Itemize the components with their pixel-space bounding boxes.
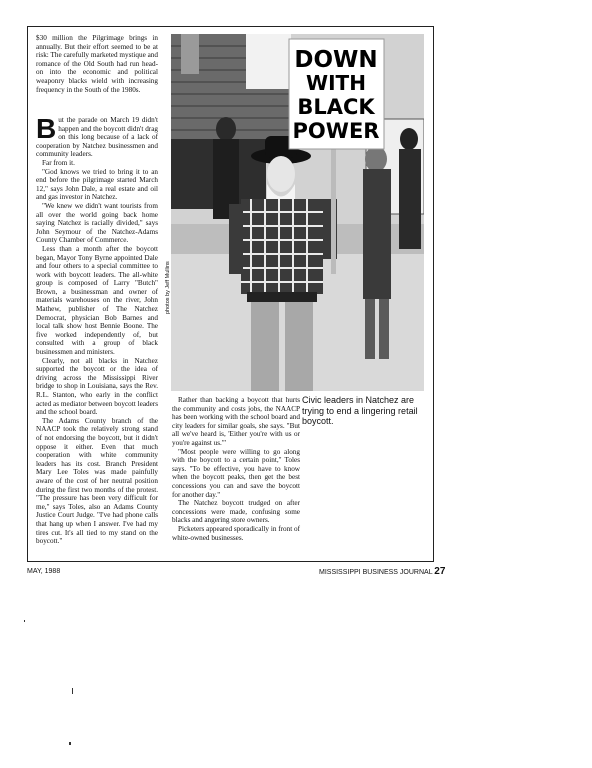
paragraph: The Adams County branch of the NAACP took the relatively strong stand of not endorsing the boycott, but it didn't oppose it either. Even that much cooperation with white community leaders has its cost. Branch President Mary Lee Toles was made painfully aware of the cost of her neutral position during the first two months of the protest. "The pressure has been very difficult for me," says Toles, also an Adams County Justice Court Judge. "I've had phone calls that hang up when I answer. I've had my tires cut. It's all tied to my stand on the boycott." bbox=[36, 416, 158, 546]
protest-photo bbox=[171, 34, 424, 391]
left-column bbox=[36, 113, 158, 546]
paragraph: "Most people were willing to go along with the boycott to a certain point," Toles says. "To be effective, you have to know when the boycott peaks, then get the best concessions you can and save the boycott for another day." bbox=[172, 447, 300, 499]
photo-caption: Civic leaders in Natchez are trying to end a lingering retail boycott. bbox=[302, 395, 418, 426]
lead-text: ut the parade on March 19 didn't happen and the boycott didn't drag on this long because of a lack of cooperation by Natchez businessmen and community leaders. bbox=[36, 116, 158, 159]
page-footer bbox=[319, 566, 445, 577]
photo-illustration bbox=[171, 34, 424, 391]
sign-line-4: POWER bbox=[292, 119, 380, 143]
sign-line-1: DOWN bbox=[294, 47, 378, 73]
paragraph: "We knew we didn't want tourists from all over the world going back home saying Natchez is racially divided," says John Seymour of the Natchez-Adams County Chamber of Commerce. bbox=[36, 201, 158, 245]
paragraph: Rather than backing a boycott that hurts the community and costs jobs, the NAACP has been working with the school board and city leaders for similar goals, she says. "But all we've heard is, 'Either you're with us or you're against us.'" bbox=[172, 396, 300, 447]
photo-credit: photos by Jeff Mullins bbox=[165, 261, 171, 314]
paragraph: Far from it. bbox=[42, 158, 75, 167]
publication-name: MISSISSIPPI BUSINESS JOURNAL bbox=[319, 569, 433, 576]
paragraph: "God knows we tried to bring it to an end before the pilgrimage started March 12," says John Dale, a real estate and oil and gas investor in Natchez. bbox=[36, 167, 158, 202]
lead-paragraph bbox=[36, 113, 158, 159]
paragraph: Less than a month after the boycott began, Mayor Tony Byrne appointed Dale and four others to a special committee to work with boycott leaders. The all-white group is composed of Larry "Butch" Brown, a businessman and owner of materials warehouses on the river, John Mathew, publisher of The Natchez Democrat, physician Bob Barnes and local talk show host Bennie Boone. The five worked independently of, but consulted with a group of black businessmen and ministers. bbox=[36, 244, 158, 357]
sign-line-3: BLACK bbox=[297, 95, 375, 119]
paragraph: Clearly, not all blacks in Natchez supported the boycott or the idea of driving across the Mississippi River bridge to shop in Louisiana, says the Rev. R.L. Stanton, who early in the conflict acted as mediator between boycott leaders and the school board. bbox=[36, 356, 158, 417]
drop-cap: B bbox=[36, 113, 57, 144]
intro-text: $30 million the Pilgrimage brings in annually. But their effort seemed to be at risk: The carefully marketed mystique and romance of the Old South had run head-on into the economic and political weaponry blacks wield with increasing frequency in the South of the 1980s. bbox=[36, 34, 158, 94]
paragraph: Picketers appeared sporadically in front of white-owned businesses. bbox=[172, 524, 300, 542]
intro-paragraph bbox=[36, 34, 158, 94]
middle-column bbox=[172, 396, 300, 542]
issue-date: MAY, 1988 bbox=[27, 568, 61, 575]
scan-speck bbox=[72, 688, 73, 694]
sign-line-2: WITH bbox=[306, 71, 366, 95]
scan-speck bbox=[24, 620, 25, 622]
page-number: 27 bbox=[434, 566, 446, 577]
paragraph: The Natchez boycott trudged on after concessions were made, confusing some blacks and angering store owners. bbox=[172, 499, 300, 525]
scan-speck bbox=[69, 742, 71, 745]
